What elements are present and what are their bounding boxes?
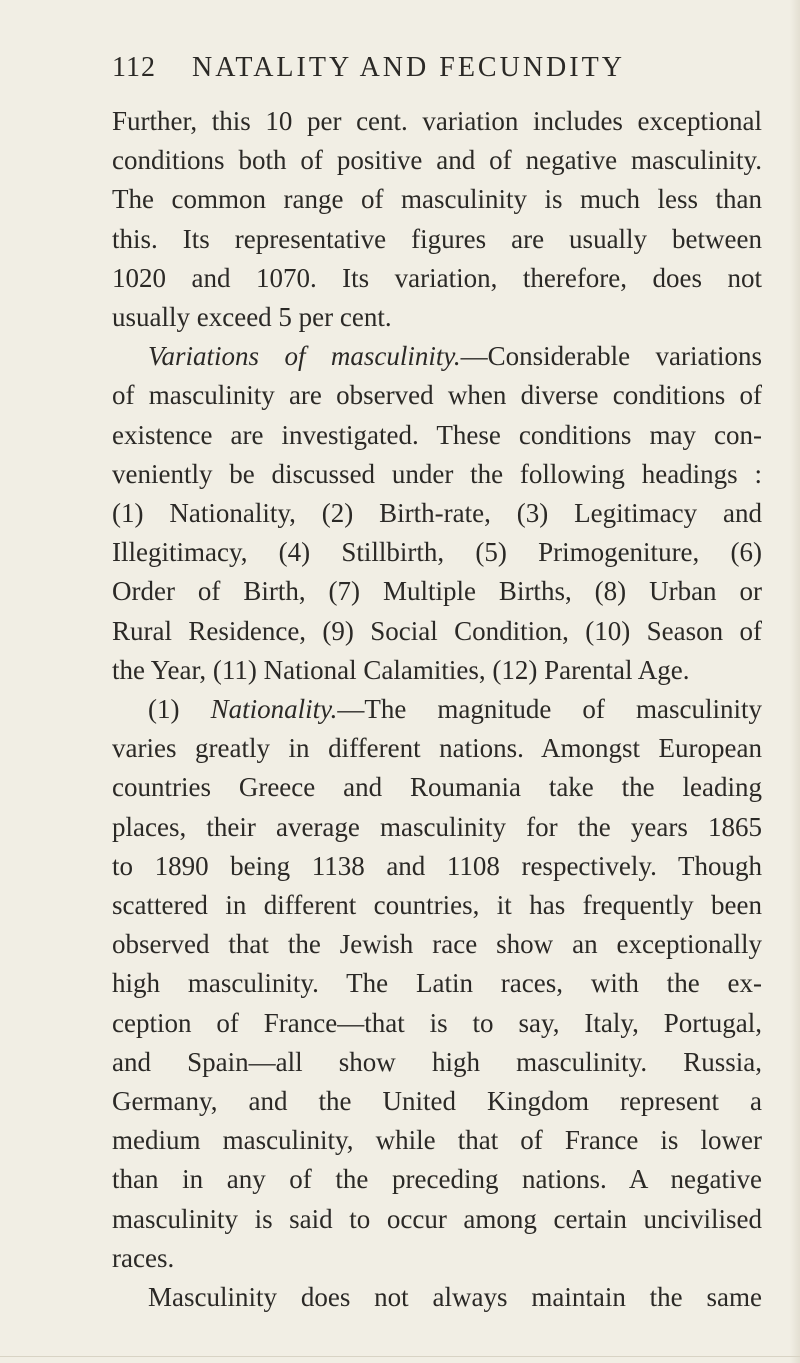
text-line: (1) Nationality, (2) Birth-rate, (3) Legitimacy and [112,498,762,529]
text-line: medium masculinity, while that of France is lower [112,1125,762,1156]
paragraph-nationality [112,690,762,729]
paragraph-variations [112,337,762,376]
text-line: conditions both of positive and of negative masculinity. [112,145,762,176]
heading-nationality: Nationality. [210,694,338,725]
text-line: countries Greece and Roumania take the leading [112,772,762,803]
text-line: scattered in different countries, it has frequently been [112,890,762,921]
page-edge-shadow [790,0,800,1363]
text-run: —Considerable variations [460,341,762,372]
text-line: places, their average masculinity for the years 1865 [112,811,762,842]
text-line: of masculinity are observed when diverse conditions of [112,380,762,411]
text-line: races. [112,1242,175,1273]
text-line: ception of France—that is to say, Italy, Portugal, [112,1007,762,1038]
text-line: observed that the Jewish race show an exceptionally [112,929,762,960]
heading-number: (1) [148,694,211,725]
text-line: than in any of the preceding nations. A negative [112,1164,762,1195]
text-line: 1020 and 1070. Its variation, therefore, does not [112,262,762,293]
text-line: the Year, (11) National Calamities, (12) Parental Age. [112,654,690,685]
body-text [112,102,762,1317]
text-line: Rural Residence, (9) Social Condition, (10) Season of [112,615,762,646]
text-line: Germany, and the United Kingdom represent a [112,1086,762,1117]
heading-variations: Variations of masculinity. [148,341,461,372]
text-line: Illegitimacy, (4) Stillbirth, (5) Primogeniture, (6) [112,537,762,568]
text-run: —The magnitude of masculinity [337,694,762,725]
text-line: high masculinity. The Latin races, with the ex- [112,968,762,999]
bottom-edge-line [0,1356,800,1357]
text-line: varies greatly in different nations. Amongst European [112,733,762,764]
text-line: Order of Birth, (7) Multiple Births, (8) Urban or [112,576,762,607]
running-head: NATALITY AND FECUNDITY [192,52,625,83]
text-line: to 1890 being 1138 and 1108 respectively. Though [112,850,762,881]
text-line: and Spain—all show high masculinity. Russia, [112,1046,762,1077]
text-line: this. Its representative figures are usually between [112,223,762,254]
text-line: existence are investigated. These conditions may con- [112,419,762,450]
page-number: 112 [112,52,156,83]
page-header [112,52,672,92]
text-line: usually exceed 5 per cent. [112,302,392,333]
text-line: veniently be discussed under the following headings : [112,458,762,489]
text-line: masculinity is said to occur among certain uncivilised [112,1203,762,1234]
text-line: Masculinity does not always maintain the same [148,1282,762,1313]
text-line: Further, this 10 per cent. variation includes exceptional [112,106,762,136]
text-line: The common range of masculinity is much less than [112,184,762,215]
